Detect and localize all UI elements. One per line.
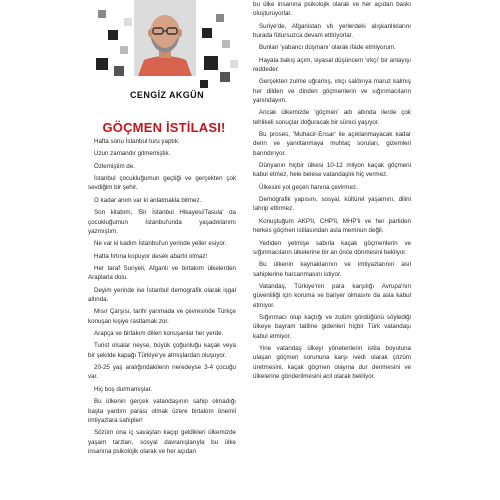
decor-square (222, 40, 230, 48)
paragraph: Bu ülkenin gerçek vatandaşının sahip olmadığı başta yardım parası olmak üzere birtakım önemli imtiyazlara sahipler! (88, 398, 236, 424)
decor-square (216, 14, 224, 22)
article-column-left (88, 137, 236, 459)
paragraph: Sığınmacı olup kaçtığı ve zulüm gördüğünü söylediği ülkeye bayram tatiline gidenleri hiçbir Türk vatandaşı kabul etmiyor. (253, 313, 411, 340)
paragraph: Hayata bakış açım, siyasal düşüncem 'ırkçı' bir anlayışı reddeder. (253, 56, 411, 74)
paragraph: Sözüm ona iç savaştan kaçıp geldikleri ülkemizde yaşam tarzları, sosyal davranışlarıyla bu ülke insanına psikolojik olarak ve her açıdan (88, 429, 236, 455)
decor-square (96, 58, 108, 70)
paragraph: Özlemiştim de. (94, 162, 135, 170)
paragraph: Demografik yapısını, sosyal, kültürel yaşamını, dilini tahrip ettirmez. (253, 196, 411, 213)
paragraph: Bunları 'yabancı düşmanı' olarak ifade etmiyorum. (259, 44, 396, 52)
paragraph: Arapça ve birtakım dilleri konuşanlar her yerde. (94, 330, 224, 338)
paragraph: Ne var ki kadim İstanbul'un yerinde yeller esiyor. (94, 240, 227, 248)
paragraph: Uzun zamandır gitmemiştik. (94, 150, 171, 158)
decor-square (124, 18, 132, 26)
article-column-right (253, 0, 411, 384)
paragraph: Yediden yetmişe sabırla kaçak göçmenlerin ve sığınmacıların ülkelerine bir an önce dönmesini bekliyor. (253, 239, 411, 256)
paragraph: Bu proses, 'Muhacir-Ensar' ile açıklanmayacak kadar derin ve yanıltanmaya muhtaç soruları, gizemleri barındırıyor. (253, 131, 411, 157)
paragraph: Ülkesini yol geçen hanına çevirmez. (259, 183, 358, 191)
paragraph: Hatta fırtına kopuyor desek abartıl olmaz! (94, 252, 208, 260)
paragraph: Turist olsalar neyse, büyük çoğunluğu kaçak veya bir şekilde kapağı Türkiye'ye atmışlardan oluşuyor. (88, 342, 236, 359)
decor-square (202, 28, 212, 38)
paragraph: Bu ülkenin kaynaklarının ve imtiyazlarının asıl sahiplerine harcanmasını istiyor. (253, 261, 411, 278)
decor-square (108, 30, 118, 40)
decor-square (114, 66, 124, 76)
paragraph: Ancak ülkemizde 'göçmen' adı altında ilerde çok tehlikeli sonuçlar doğuracak bir süreci yaşıyor. (253, 109, 411, 126)
paragraph: Her taraf Suriyeli, Afganlı ve birtakım ülkelerden Araplarla dolu. (88, 265, 236, 282)
decor-square (120, 46, 128, 54)
paragraph: O kadar anım var ki anlatmakla bitmez. (94, 196, 202, 204)
paragraph: Hafta sonu İstanbul turu yaptık. (94, 138, 180, 145)
author-name: CENGİZ AKGÜN (130, 90, 204, 100)
decor-square (230, 60, 238, 68)
paragraph: Mısır Çarşısı, tarihi yarımada ve çevresinde Türkçe konuşan kişiye rastlamak zor. (88, 308, 236, 325)
paragraph: Son kitabım, 'Bir İstanbul Hikayesi/Tasula' da çocukluğumun İstanbul'unda yaşadıklarımı yazmıştım. (88, 209, 236, 235)
paragraph: Vatandaş, Türkiye'nin para karşılığı Avrupa'nın güvenliliği için koruma ve bariyer olmasını da asla kabul etmiyor. (253, 282, 411, 309)
author-photo (134, 0, 196, 76)
author-header (92, 0, 242, 118)
paragraph: Dünyanın hiçbir ülkesi 10-12 milyon kaçak göçmeni kabul etmez, hele belese vatandaşlık hiç vermez. (253, 162, 411, 179)
decor-square (98, 10, 106, 18)
paragraph: İstanbul çocukluğumun geçtiği ve gerçekten çok sevdiğim bir şehir. (88, 175, 236, 192)
paragraph: Konuştuğum AKP'li, CHP'li, MHP'li ve her partiden herkes göçmen istilasından asla memnun değil. (253, 217, 411, 235)
paragraph: Gerçekten zulme uğramış, ırkçı saldırıya maruz kalmış her dilden ve dinden göçmenlerin ve sığınmacıların yanındayım. (253, 78, 411, 105)
paragraph: bu ülke insanına psikolojik olarak ve her açıdan baskı oluşturuyorlar. (253, 1, 411, 18)
decor-square (204, 56, 218, 70)
paragraph: Suriye'de, Afganistan vb yerlerdeki alışkanlıklarını burada fütursuzca devam ettiriyorlar. (253, 22, 411, 39)
paragraph: 20-25 yaş aralığındakilerin neredeyse 3-4 çocuğu var. (88, 364, 236, 381)
article-headline: GÖÇMEN İSTİLASI! (102, 120, 226, 135)
paragraph: Deyim yerinde ise İstanbul demografik olarak işgal altında. (88, 286, 236, 303)
paragraph: Yine vatandaş ülkeyi yönetenlerin istila boyutuna ulaşan göçmen sorununa karşı ivedi olarak çözüm üretmesini, kaçak göçmen olayına dur denmesini ve ülkelerine gönderilmesini acil olarak bekliyor. (253, 344, 411, 380)
decor-square (200, 80, 208, 88)
paragraph: Hiç boş durmamışlar. (94, 385, 153, 393)
decor-square (220, 72, 230, 82)
